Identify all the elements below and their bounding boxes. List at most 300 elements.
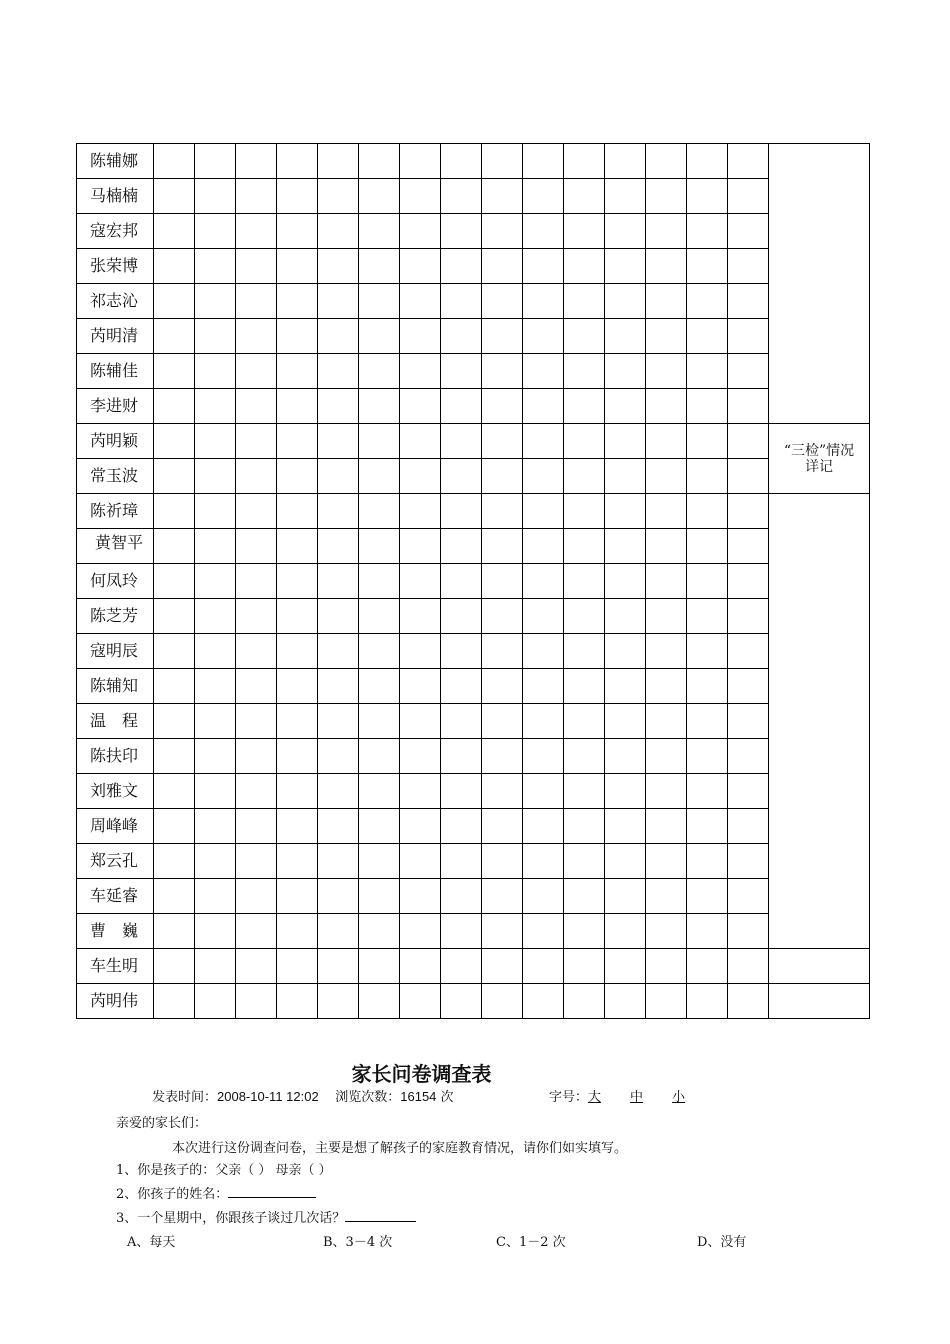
- check-cell[interactable]: [687, 319, 728, 354]
- check-cell[interactable]: [564, 144, 605, 179]
- check-cell[interactable]: [482, 669, 523, 704]
- check-cell[interactable]: [441, 984, 482, 1019]
- check-cell[interactable]: [359, 879, 400, 914]
- q3-option-a[interactable]: A、每天: [127, 1235, 176, 1250]
- check-cell[interactable]: [523, 739, 564, 774]
- check-cell[interactable]: [605, 809, 646, 844]
- check-cell[interactable]: [605, 599, 646, 634]
- check-cell[interactable]: [400, 739, 441, 774]
- check-cell[interactable]: [154, 179, 195, 214]
- check-cell[interactable]: [646, 774, 687, 809]
- check-cell[interactable]: [359, 669, 400, 704]
- check-cell[interactable]: [687, 144, 728, 179]
- check-cell[interactable]: [400, 949, 441, 984]
- check-cell[interactable]: [728, 774, 769, 809]
- check-cell[interactable]: [564, 179, 605, 214]
- check-cell[interactable]: [195, 774, 236, 809]
- check-cell[interactable]: [646, 319, 687, 354]
- check-cell[interactable]: [728, 214, 769, 249]
- check-cell[interactable]: [687, 494, 728, 529]
- check-cell[interactable]: [154, 949, 195, 984]
- check-cell[interactable]: [318, 389, 359, 424]
- check-cell[interactable]: [523, 949, 564, 984]
- check-cell[interactable]: [482, 914, 523, 949]
- check-cell[interactable]: [523, 354, 564, 389]
- check-cell[interactable]: [523, 494, 564, 529]
- notes-cell[interactable]: [769, 984, 870, 1019]
- check-cell[interactable]: [523, 634, 564, 669]
- check-cell[interactable]: [728, 599, 769, 634]
- check-cell[interactable]: [195, 354, 236, 389]
- check-cell[interactable]: [482, 389, 523, 424]
- check-cell[interactable]: [441, 704, 482, 739]
- check-cell[interactable]: [318, 809, 359, 844]
- check-cell[interactable]: [359, 354, 400, 389]
- check-cell[interactable]: [359, 774, 400, 809]
- check-cell[interactable]: [318, 284, 359, 319]
- check-cell[interactable]: [195, 494, 236, 529]
- check-cell[interactable]: [523, 599, 564, 634]
- check-cell[interactable]: [687, 704, 728, 739]
- check-cell[interactable]: [154, 319, 195, 354]
- check-cell[interactable]: [359, 529, 400, 564]
- check-cell[interactable]: [277, 634, 318, 669]
- check-cell[interactable]: [318, 774, 359, 809]
- check-cell[interactable]: [523, 179, 564, 214]
- check-cell[interactable]: [441, 214, 482, 249]
- check-cell[interactable]: [646, 984, 687, 1019]
- check-cell[interactable]: [195, 879, 236, 914]
- check-cell[interactable]: [318, 949, 359, 984]
- check-cell[interactable]: [687, 459, 728, 494]
- check-cell[interactable]: [728, 634, 769, 669]
- check-cell[interactable]: [728, 249, 769, 284]
- check-cell[interactable]: [728, 809, 769, 844]
- check-cell[interactable]: [236, 949, 277, 984]
- check-cell[interactable]: [277, 669, 318, 704]
- check-cell[interactable]: [646, 529, 687, 564]
- check-cell[interactable]: [564, 844, 605, 879]
- check-cell[interactable]: [564, 494, 605, 529]
- check-cell[interactable]: [359, 634, 400, 669]
- check-cell[interactable]: [359, 214, 400, 249]
- check-cell[interactable]: [605, 459, 646, 494]
- check-cell[interactable]: [277, 144, 318, 179]
- check-cell[interactable]: [277, 984, 318, 1019]
- check-cell[interactable]: [400, 214, 441, 249]
- check-cell[interactable]: [728, 949, 769, 984]
- check-cell[interactable]: [195, 319, 236, 354]
- q3-option-b[interactable]: B、3－4 次: [323, 1235, 393, 1250]
- check-cell[interactable]: [154, 984, 195, 1019]
- check-cell[interactable]: [523, 529, 564, 564]
- check-cell[interactable]: [605, 949, 646, 984]
- check-cell[interactable]: [687, 529, 728, 564]
- check-cell[interactable]: [441, 669, 482, 704]
- check-cell[interactable]: [236, 599, 277, 634]
- check-cell[interactable]: [400, 634, 441, 669]
- check-cell[interactable]: [646, 914, 687, 949]
- check-cell[interactable]: [605, 284, 646, 319]
- check-cell[interactable]: [277, 214, 318, 249]
- check-cell[interactable]: [277, 564, 318, 599]
- check-cell[interactable]: [195, 564, 236, 599]
- check-cell[interactable]: [728, 494, 769, 529]
- check-cell[interactable]: [605, 914, 646, 949]
- check-cell[interactable]: [400, 914, 441, 949]
- check-cell[interactable]: [318, 599, 359, 634]
- check-cell[interactable]: [728, 144, 769, 179]
- check-cell[interactable]: [564, 284, 605, 319]
- q3-option-d[interactable]: D、没有: [697, 1235, 747, 1250]
- check-cell[interactable]: [441, 949, 482, 984]
- check-cell[interactable]: [441, 389, 482, 424]
- check-cell[interactable]: [154, 424, 195, 459]
- check-cell[interactable]: [318, 249, 359, 284]
- check-cell[interactable]: [441, 844, 482, 879]
- check-cell[interactable]: [523, 284, 564, 319]
- check-cell[interactable]: [359, 564, 400, 599]
- check-cell[interactable]: [318, 354, 359, 389]
- check-cell[interactable]: [400, 809, 441, 844]
- check-cell[interactable]: [318, 459, 359, 494]
- check-cell[interactable]: [482, 494, 523, 529]
- check-cell[interactable]: [400, 984, 441, 1019]
- check-cell[interactable]: [318, 704, 359, 739]
- check-cell[interactable]: [441, 879, 482, 914]
- check-cell[interactable]: [687, 809, 728, 844]
- check-cell[interactable]: [687, 949, 728, 984]
- check-cell[interactable]: [482, 179, 523, 214]
- notes-cell[interactable]: [769, 949, 870, 984]
- check-cell[interactable]: [564, 389, 605, 424]
- check-cell[interactable]: [154, 774, 195, 809]
- check-cell[interactable]: [482, 599, 523, 634]
- check-cell[interactable]: [646, 459, 687, 494]
- check-cell[interactable]: [441, 494, 482, 529]
- check-cell[interactable]: [277, 809, 318, 844]
- check-cell[interactable]: [523, 669, 564, 704]
- check-cell[interactable]: [646, 249, 687, 284]
- check-cell[interactable]: [400, 599, 441, 634]
- check-cell[interactable]: [195, 669, 236, 704]
- check-cell[interactable]: [441, 354, 482, 389]
- check-cell[interactable]: [400, 424, 441, 459]
- check-cell[interactable]: [646, 599, 687, 634]
- check-cell[interactable]: [441, 179, 482, 214]
- check-cell[interactable]: [400, 774, 441, 809]
- check-cell[interactable]: [687, 424, 728, 459]
- check-cell[interactable]: [687, 564, 728, 599]
- check-cell[interactable]: [400, 389, 441, 424]
- check-cell[interactable]: [441, 319, 482, 354]
- check-cell[interactable]: [236, 634, 277, 669]
- check-cell[interactable]: [482, 844, 523, 879]
- check-cell[interactable]: [400, 704, 441, 739]
- check-cell[interactable]: [564, 914, 605, 949]
- check-cell[interactable]: [523, 564, 564, 599]
- check-cell[interactable]: [154, 704, 195, 739]
- check-cell[interactable]: [195, 949, 236, 984]
- check-cell[interactable]: [236, 284, 277, 319]
- check-cell[interactable]: [564, 564, 605, 599]
- check-cell[interactable]: [482, 424, 523, 459]
- check-cell[interactable]: [482, 774, 523, 809]
- check-cell[interactable]: [646, 144, 687, 179]
- check-cell[interactable]: [195, 634, 236, 669]
- check-cell[interactable]: [523, 774, 564, 809]
- check-cell[interactable]: [441, 774, 482, 809]
- check-cell[interactable]: [236, 424, 277, 459]
- check-cell[interactable]: [646, 564, 687, 599]
- check-cell[interactable]: [728, 354, 769, 389]
- check-cell[interactable]: [154, 564, 195, 599]
- check-cell[interactable]: [482, 354, 523, 389]
- check-cell[interactable]: [728, 319, 769, 354]
- check-cell[interactable]: [482, 634, 523, 669]
- check-cell[interactable]: [482, 564, 523, 599]
- check-cell[interactable]: [277, 424, 318, 459]
- check-cell[interactable]: [605, 179, 646, 214]
- check-cell[interactable]: [359, 284, 400, 319]
- check-cell[interactable]: [154, 914, 195, 949]
- check-cell[interactable]: [236, 774, 277, 809]
- check-cell[interactable]: [441, 424, 482, 459]
- check-cell[interactable]: [400, 459, 441, 494]
- check-cell[interactable]: [523, 144, 564, 179]
- check-cell[interactable]: [236, 914, 277, 949]
- check-cell[interactable]: [605, 704, 646, 739]
- check-cell[interactable]: [564, 669, 605, 704]
- check-cell[interactable]: [400, 319, 441, 354]
- check-cell[interactable]: [236, 494, 277, 529]
- check-cell[interactable]: [277, 529, 318, 564]
- check-cell[interactable]: [728, 739, 769, 774]
- check-cell[interactable]: [728, 529, 769, 564]
- check-cell[interactable]: [523, 424, 564, 459]
- check-cell[interactable]: [646, 809, 687, 844]
- check-cell[interactable]: [318, 214, 359, 249]
- check-cell[interactable]: [605, 424, 646, 459]
- check-cell[interactable]: [154, 249, 195, 284]
- check-cell[interactable]: [605, 844, 646, 879]
- check-cell[interactable]: [605, 669, 646, 704]
- check-cell[interactable]: [605, 249, 646, 284]
- check-cell[interactable]: [728, 284, 769, 319]
- check-cell[interactable]: [564, 739, 605, 774]
- check-cell[interactable]: [236, 354, 277, 389]
- check-cell[interactable]: [195, 599, 236, 634]
- check-cell[interactable]: [236, 389, 277, 424]
- check-cell[interactable]: [277, 914, 318, 949]
- check-cell[interactable]: [318, 984, 359, 1019]
- check-cell[interactable]: [564, 809, 605, 844]
- check-cell[interactable]: [154, 809, 195, 844]
- check-cell[interactable]: [400, 879, 441, 914]
- check-cell[interactable]: [277, 354, 318, 389]
- check-cell[interactable]: [728, 669, 769, 704]
- check-cell[interactable]: [154, 284, 195, 319]
- check-cell[interactable]: [441, 564, 482, 599]
- check-cell[interactable]: [687, 634, 728, 669]
- check-cell[interactable]: [318, 319, 359, 354]
- check-cell[interactable]: [195, 984, 236, 1019]
- check-cell[interactable]: [564, 249, 605, 284]
- check-cell[interactable]: [359, 949, 400, 984]
- check-cell[interactable]: [646, 494, 687, 529]
- check-cell[interactable]: [605, 389, 646, 424]
- check-cell[interactable]: [318, 529, 359, 564]
- check-cell[interactable]: [605, 774, 646, 809]
- check-cell[interactable]: [277, 774, 318, 809]
- check-cell[interactable]: [646, 214, 687, 249]
- check-cell[interactable]: [195, 914, 236, 949]
- check-cell[interactable]: [195, 179, 236, 214]
- check-cell[interactable]: [318, 634, 359, 669]
- check-cell[interactable]: [687, 389, 728, 424]
- check-cell[interactable]: [318, 424, 359, 459]
- check-cell[interactable]: [687, 844, 728, 879]
- check-cell[interactable]: [195, 809, 236, 844]
- check-cell[interactable]: [400, 564, 441, 599]
- check-cell[interactable]: [687, 739, 728, 774]
- check-cell[interactable]: [605, 984, 646, 1019]
- check-cell[interactable]: [154, 879, 195, 914]
- check-cell[interactable]: [728, 179, 769, 214]
- check-cell[interactable]: [605, 529, 646, 564]
- check-cell[interactable]: [318, 739, 359, 774]
- check-cell[interactable]: [154, 354, 195, 389]
- check-cell[interactable]: [687, 599, 728, 634]
- check-cell[interactable]: [359, 704, 400, 739]
- check-cell[interactable]: [318, 914, 359, 949]
- check-cell[interactable]: [605, 879, 646, 914]
- check-cell[interactable]: [154, 669, 195, 704]
- talk-count-blank[interactable]: [345, 1209, 416, 1222]
- check-cell[interactable]: [564, 704, 605, 739]
- check-cell[interactable]: [523, 319, 564, 354]
- check-cell[interactable]: [277, 739, 318, 774]
- check-cell[interactable]: [687, 249, 728, 284]
- check-cell[interactable]: [605, 319, 646, 354]
- check-cell[interactable]: [195, 529, 236, 564]
- check-cell[interactable]: [605, 564, 646, 599]
- check-cell[interactable]: [441, 249, 482, 284]
- check-cell[interactable]: [400, 249, 441, 284]
- check-cell[interactable]: [400, 494, 441, 529]
- check-cell[interactable]: [564, 949, 605, 984]
- check-cell[interactable]: [687, 179, 728, 214]
- check-cell[interactable]: [359, 739, 400, 774]
- check-cell[interactable]: [523, 249, 564, 284]
- check-cell[interactable]: [154, 739, 195, 774]
- check-cell[interactable]: [195, 459, 236, 494]
- check-cell[interactable]: [646, 704, 687, 739]
- check-cell[interactable]: [359, 809, 400, 844]
- check-cell[interactable]: [646, 354, 687, 389]
- check-cell[interactable]: [687, 669, 728, 704]
- check-cell[interactable]: [646, 284, 687, 319]
- check-cell[interactable]: [359, 144, 400, 179]
- check-cell[interactable]: [482, 949, 523, 984]
- check-cell[interactable]: [318, 179, 359, 214]
- check-cell[interactable]: [482, 984, 523, 1019]
- check-cell[interactable]: [441, 914, 482, 949]
- check-cell[interactable]: [277, 599, 318, 634]
- check-cell[interactable]: [277, 179, 318, 214]
- check-cell[interactable]: [728, 704, 769, 739]
- check-cell[interactable]: [728, 459, 769, 494]
- check-cell[interactable]: [318, 879, 359, 914]
- check-cell[interactable]: [687, 774, 728, 809]
- check-cell[interactable]: [441, 809, 482, 844]
- check-cell[interactable]: [605, 739, 646, 774]
- check-cell[interactable]: [195, 739, 236, 774]
- check-cell[interactable]: [277, 704, 318, 739]
- check-cell[interactable]: [359, 459, 400, 494]
- check-cell[interactable]: [605, 634, 646, 669]
- check-cell[interactable]: [441, 739, 482, 774]
- check-cell[interactable]: [154, 599, 195, 634]
- check-cell[interactable]: [441, 634, 482, 669]
- check-cell[interactable]: [236, 319, 277, 354]
- check-cell[interactable]: [400, 529, 441, 564]
- check-cell[interactable]: [359, 249, 400, 284]
- check-cell[interactable]: [646, 844, 687, 879]
- font-size-large-link[interactable]: 大: [588, 1090, 602, 1105]
- check-cell[interactable]: [523, 879, 564, 914]
- check-cell[interactable]: [728, 879, 769, 914]
- check-cell[interactable]: [441, 284, 482, 319]
- check-cell[interactable]: [482, 529, 523, 564]
- check-cell[interactable]: [236, 529, 277, 564]
- check-cell[interactable]: [359, 179, 400, 214]
- check-cell[interactable]: [359, 389, 400, 424]
- check-cell[interactable]: [154, 634, 195, 669]
- check-cell[interactable]: [154, 214, 195, 249]
- check-cell[interactable]: [564, 354, 605, 389]
- check-cell[interactable]: [441, 144, 482, 179]
- check-cell[interactable]: [728, 389, 769, 424]
- check-cell[interactable]: [564, 984, 605, 1019]
- check-cell[interactable]: [359, 984, 400, 1019]
- check-cell[interactable]: [236, 984, 277, 1019]
- check-cell[interactable]: [687, 879, 728, 914]
- check-cell[interactable]: [236, 809, 277, 844]
- check-cell[interactable]: [195, 424, 236, 459]
- check-cell[interactable]: [318, 564, 359, 599]
- check-cell[interactable]: [359, 424, 400, 459]
- check-cell[interactable]: [482, 319, 523, 354]
- check-cell[interactable]: [605, 354, 646, 389]
- check-cell[interactable]: [523, 214, 564, 249]
- check-cell[interactable]: [687, 914, 728, 949]
- check-cell[interactable]: [236, 459, 277, 494]
- check-cell[interactable]: [236, 144, 277, 179]
- check-cell[interactable]: [687, 984, 728, 1019]
- check-cell[interactable]: [277, 949, 318, 984]
- check-cell[interactable]: [564, 424, 605, 459]
- check-cell[interactable]: [318, 844, 359, 879]
- check-cell[interactable]: [236, 179, 277, 214]
- check-cell[interactable]: [277, 319, 318, 354]
- check-cell[interactable]: [564, 529, 605, 564]
- check-cell[interactable]: [605, 214, 646, 249]
- check-cell[interactable]: [482, 459, 523, 494]
- check-cell[interactable]: [400, 179, 441, 214]
- check-cell[interactable]: [277, 844, 318, 879]
- check-cell[interactable]: [646, 669, 687, 704]
